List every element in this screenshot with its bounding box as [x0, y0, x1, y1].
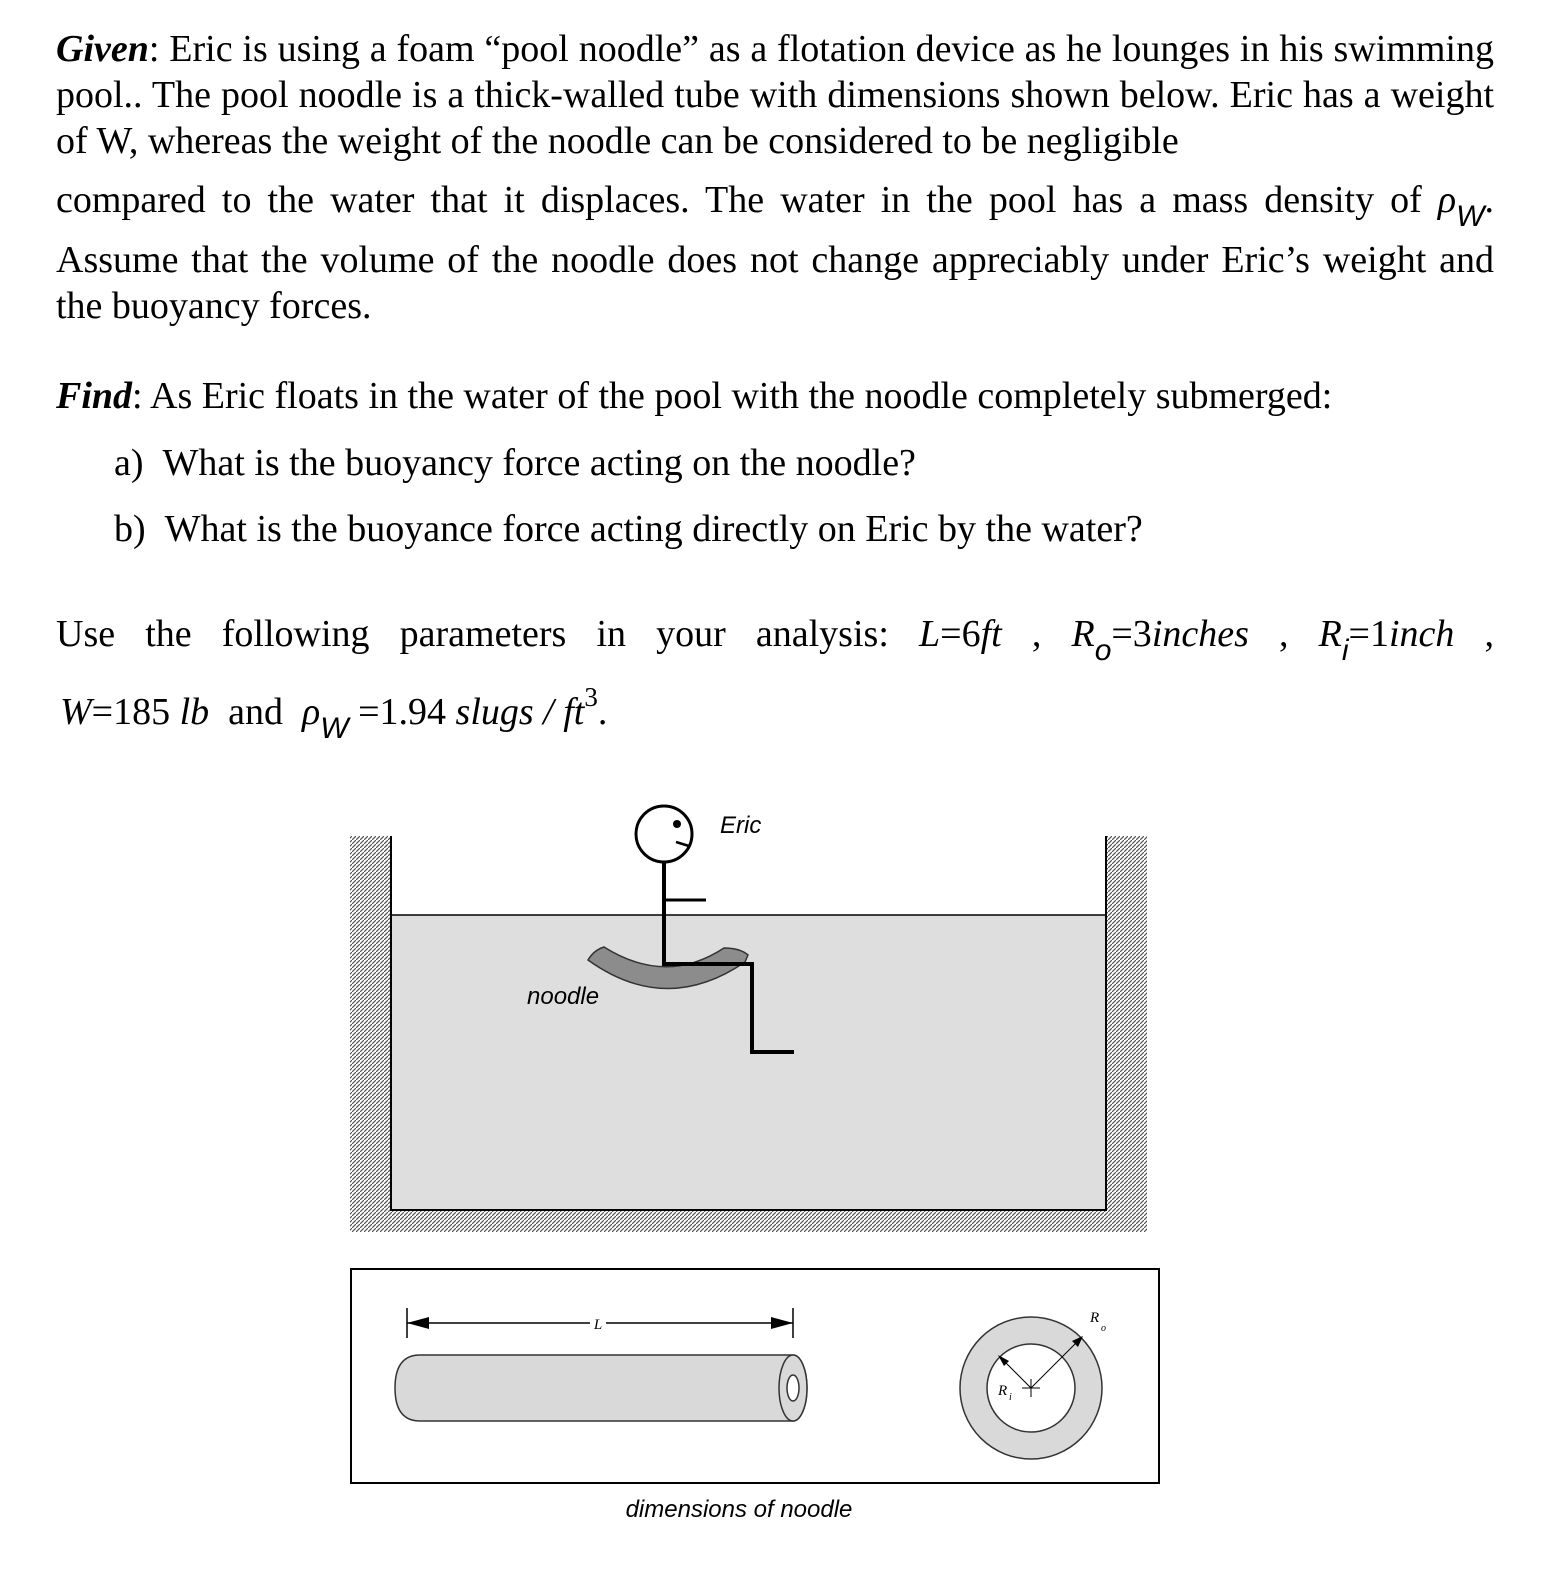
Ro-unit: inches	[1151, 613, 1249, 655]
Ro-symbol: R	[1071, 613, 1095, 655]
noodle-side-view	[395, 1355, 807, 1421]
rho-param-symbol: ρ	[302, 691, 321, 733]
Ri-symbol: R	[1318, 613, 1342, 655]
W-value: =185	[91, 691, 171, 733]
W-symbol: W	[60, 691, 92, 733]
params-intro: Use the following parameters in your analysis:	[56, 613, 889, 655]
Ro-label-sub: o	[1101, 1323, 1106, 1334]
water	[391, 915, 1106, 1210]
Ro-label: R	[1090, 1310, 1100, 1326]
Ri-label-sub: i	[1009, 1392, 1012, 1403]
find-label: Find	[56, 375, 133, 417]
question-a-marker: a)	[114, 442, 144, 484]
find-intro: : As Eric floats in the water of the pool with the noodle completely submerged:	[132, 375, 1333, 417]
and-word: and	[228, 691, 284, 733]
Ri-subscript: i	[1341, 634, 1349, 667]
rho-value: =1.94	[358, 691, 447, 733]
right-wall	[1106, 836, 1147, 1232]
pool-walls	[350, 836, 1147, 1232]
Ri-unit: inch	[1388, 613, 1455, 655]
Ro-value: =3	[1111, 613, 1152, 655]
eric-head	[636, 806, 692, 862]
question-b-text: What is the buoyance force acting directly on Eric by the water?	[164, 508, 1143, 550]
W-unit: lb	[179, 691, 210, 733]
given-density-end: .	[1484, 179, 1494, 221]
L-value: =6	[940, 613, 981, 655]
rho-unit: slugs / ft	[455, 691, 585, 733]
Ri-label: R	[998, 1383, 1008, 1399]
L-symbol: L	[919, 613, 941, 655]
L-dim-label: L	[593, 1317, 603, 1333]
noodle-label: noodle	[527, 983, 600, 1010]
given-label: Given	[56, 28, 149, 70]
question-a-text: What is the buoyancy force acting on the noodle?	[162, 442, 916, 484]
rho-symbol: ρ	[1437, 179, 1457, 221]
rho-exponent: 3	[584, 682, 598, 712]
given-assumption: Assume that the volume of the noodle does not change appreciably under Eric’s weight and the buoyancy forces.	[56, 239, 1494, 327]
figure-caption: dimensions of noodle	[625, 1496, 853, 1523]
left-wall	[350, 836, 391, 1232]
L-unit: ft	[980, 613, 1002, 655]
params-end: .	[597, 691, 608, 733]
pool-floor	[350, 1210, 1147, 1232]
sep-2: ,	[1279, 613, 1289, 655]
question-b-marker: b)	[114, 508, 146, 550]
sep-3: ,	[1484, 613, 1495, 655]
rho-param-subscript: W	[320, 712, 349, 745]
Ro-subscript: o	[1094, 634, 1112, 667]
rho-subscript: W	[1456, 200, 1485, 233]
eric-eye	[673, 820, 681, 828]
eric-label: Eric	[720, 812, 762, 839]
given-text: : Eric is using a foam “pool noodle” as a flotation device as he lounges in his swimming pool.. The pool noodle is a thick-walled tube with dimensions shown below. Eric has a weight of W, whereas the weight of the noodle can be considered to be negligible	[56, 28, 1494, 162]
Ri-value: =1	[1348, 613, 1389, 655]
given-density-text: compared to the water that it displaces. The water in the pool has a mass density of	[56, 179, 1422, 221]
sep-1: ,	[1031, 613, 1042, 655]
